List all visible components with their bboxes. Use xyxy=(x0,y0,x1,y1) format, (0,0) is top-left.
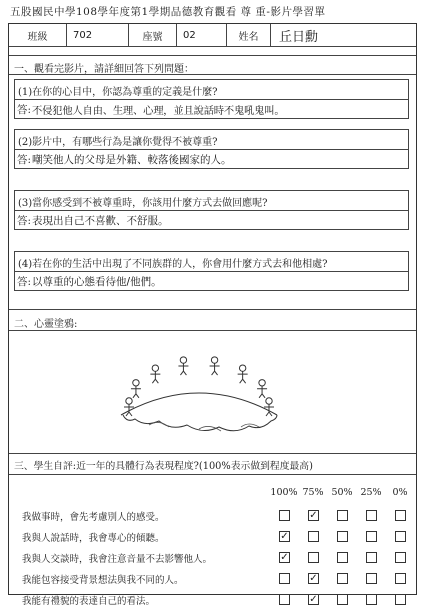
answer-label: 答: xyxy=(17,104,32,116)
self-eval-checkbox[interactable] xyxy=(366,510,377,521)
self-eval-checkbox[interactable]: ✓ xyxy=(309,594,318,605)
doodle-person xyxy=(210,357,220,375)
percent-header-25: 25% xyxy=(360,487,382,498)
answer-2[interactable] xyxy=(17,150,406,169)
percent-header-100: 100% xyxy=(270,487,298,498)
answer-text: 不侵犯他人自由、生理、心理，並且說話時不鬼吼鬼叫。 xyxy=(32,105,285,117)
self-eval-checkbox[interactable]: ✓ xyxy=(280,552,289,563)
answer-4[interactable] xyxy=(17,272,406,291)
eval-item-4: 我能包容接受背景想法與我不同的人。 xyxy=(22,575,184,586)
question-box-3 xyxy=(14,190,409,230)
self-eval-checkbox[interactable] xyxy=(279,573,290,584)
section3-title: 三、學生自評:近一年的具體行為表現程度?(100%表示做到程度最高) xyxy=(14,461,313,472)
section2-top-rule xyxy=(9,309,416,310)
answer-text: 表現出自己不喜歡、不舒服。 xyxy=(32,215,169,227)
eval-item-1: 我做事時，會先考慮別人的感受。 xyxy=(22,512,165,523)
class-label: 班級 xyxy=(9,24,67,46)
self-eval-checkbox[interactable]: ✓ xyxy=(309,510,318,521)
name-label: 姓名 xyxy=(227,24,271,46)
question-box-2 xyxy=(14,129,409,169)
eval-item-3: 我與人交談時，我會注意音量不去影響他人。 xyxy=(22,554,213,565)
doodle-people xyxy=(124,357,274,416)
eval-item-2: 我與人說話時，我會專心的傾聽。 xyxy=(22,533,165,544)
self-eval-checkbox[interactable]: ✓ xyxy=(280,531,289,542)
worksheet-sheet xyxy=(8,23,417,607)
self-eval-checkbox[interactable] xyxy=(366,573,377,584)
answer-1[interactable] xyxy=(17,100,406,119)
class-value[interactable]: 702 xyxy=(67,24,129,46)
section1-top-rule xyxy=(9,55,416,56)
question-3: (3)當你感受到不被尊重時，你該用什麼方式去做回應呢? xyxy=(18,198,268,209)
worksheet-title: 五股國民中學108學年度第1學期品德教育觀看 尊 重-影片學習單 xyxy=(10,6,326,18)
doodle-person xyxy=(131,380,141,398)
self-eval-checkbox[interactable]: ✓ xyxy=(309,573,318,584)
answer-label: 答: xyxy=(17,215,32,227)
answer-text: 以尊重的心態看待他/他們。 xyxy=(32,276,162,288)
self-eval-checkbox[interactable] xyxy=(337,552,348,563)
seat-label: 座號 xyxy=(129,24,177,46)
answer-text: 嘲笑他人的父母是外籍、較落後國家的人。 xyxy=(32,154,232,166)
doodle-person xyxy=(238,365,248,383)
question-2: (2)影片中，有哪些行為是讓你覺得不被尊重? xyxy=(18,137,218,148)
section1-bottom-rule xyxy=(9,74,416,75)
self-eval-checkbox[interactable] xyxy=(395,573,406,584)
doodle-person xyxy=(178,357,188,375)
section3-top-rule xyxy=(9,453,416,454)
name-value[interactable]: 丘日勳 xyxy=(279,29,319,45)
doodle-person xyxy=(124,398,134,416)
eval-item-5: 我能有禮貌的表達自己的看法。 xyxy=(22,596,156,607)
self-eval-checkbox[interactable] xyxy=(366,531,377,542)
self-eval-checkbox[interactable] xyxy=(308,531,319,542)
doodle-drawing xyxy=(9,331,416,453)
student-info-row xyxy=(9,24,416,47)
self-eval-checkbox[interactable] xyxy=(337,531,348,542)
doodle-person xyxy=(150,365,160,383)
answer-label: 答: xyxy=(17,276,32,288)
percent-header-50: 50% xyxy=(331,487,353,498)
question-box-4 xyxy=(14,251,409,291)
self-eval-checkbox[interactable] xyxy=(395,531,406,542)
self-eval-checkbox[interactable] xyxy=(395,510,406,521)
percent-header-75: 75% xyxy=(302,487,324,498)
section1-title: 一、觀看完影片，請詳細回答下列問題： xyxy=(14,64,194,75)
section2-title: 二、心靈塗鴉: xyxy=(14,319,78,330)
question-box-1 xyxy=(14,79,409,119)
answer-label: 答: xyxy=(17,154,32,166)
doodle-person xyxy=(264,398,274,416)
self-eval-checkbox[interactable] xyxy=(395,552,406,563)
self-eval-checkbox[interactable] xyxy=(337,510,348,521)
self-eval-checkbox[interactable] xyxy=(279,510,290,521)
percent-header-0: 0% xyxy=(392,487,408,498)
question-4: (4)若在你的生活中出現了不同族群的人，你會用什麼方式去和他相處? xyxy=(18,259,328,270)
self-eval-checkbox[interactable] xyxy=(308,552,319,563)
self-eval-checkbox[interactable] xyxy=(366,552,377,563)
doodle-area[interactable] xyxy=(9,331,416,453)
doodle-person xyxy=(257,380,267,398)
seat-value[interactable]: 02 xyxy=(177,24,227,46)
answer-3[interactable] xyxy=(17,211,406,230)
self-eval-checkbox[interactable] xyxy=(337,573,348,584)
question-1: (1)在你的心目中，你認為尊重的定義是什麼? xyxy=(18,87,218,98)
section3-title-rule xyxy=(9,474,416,475)
